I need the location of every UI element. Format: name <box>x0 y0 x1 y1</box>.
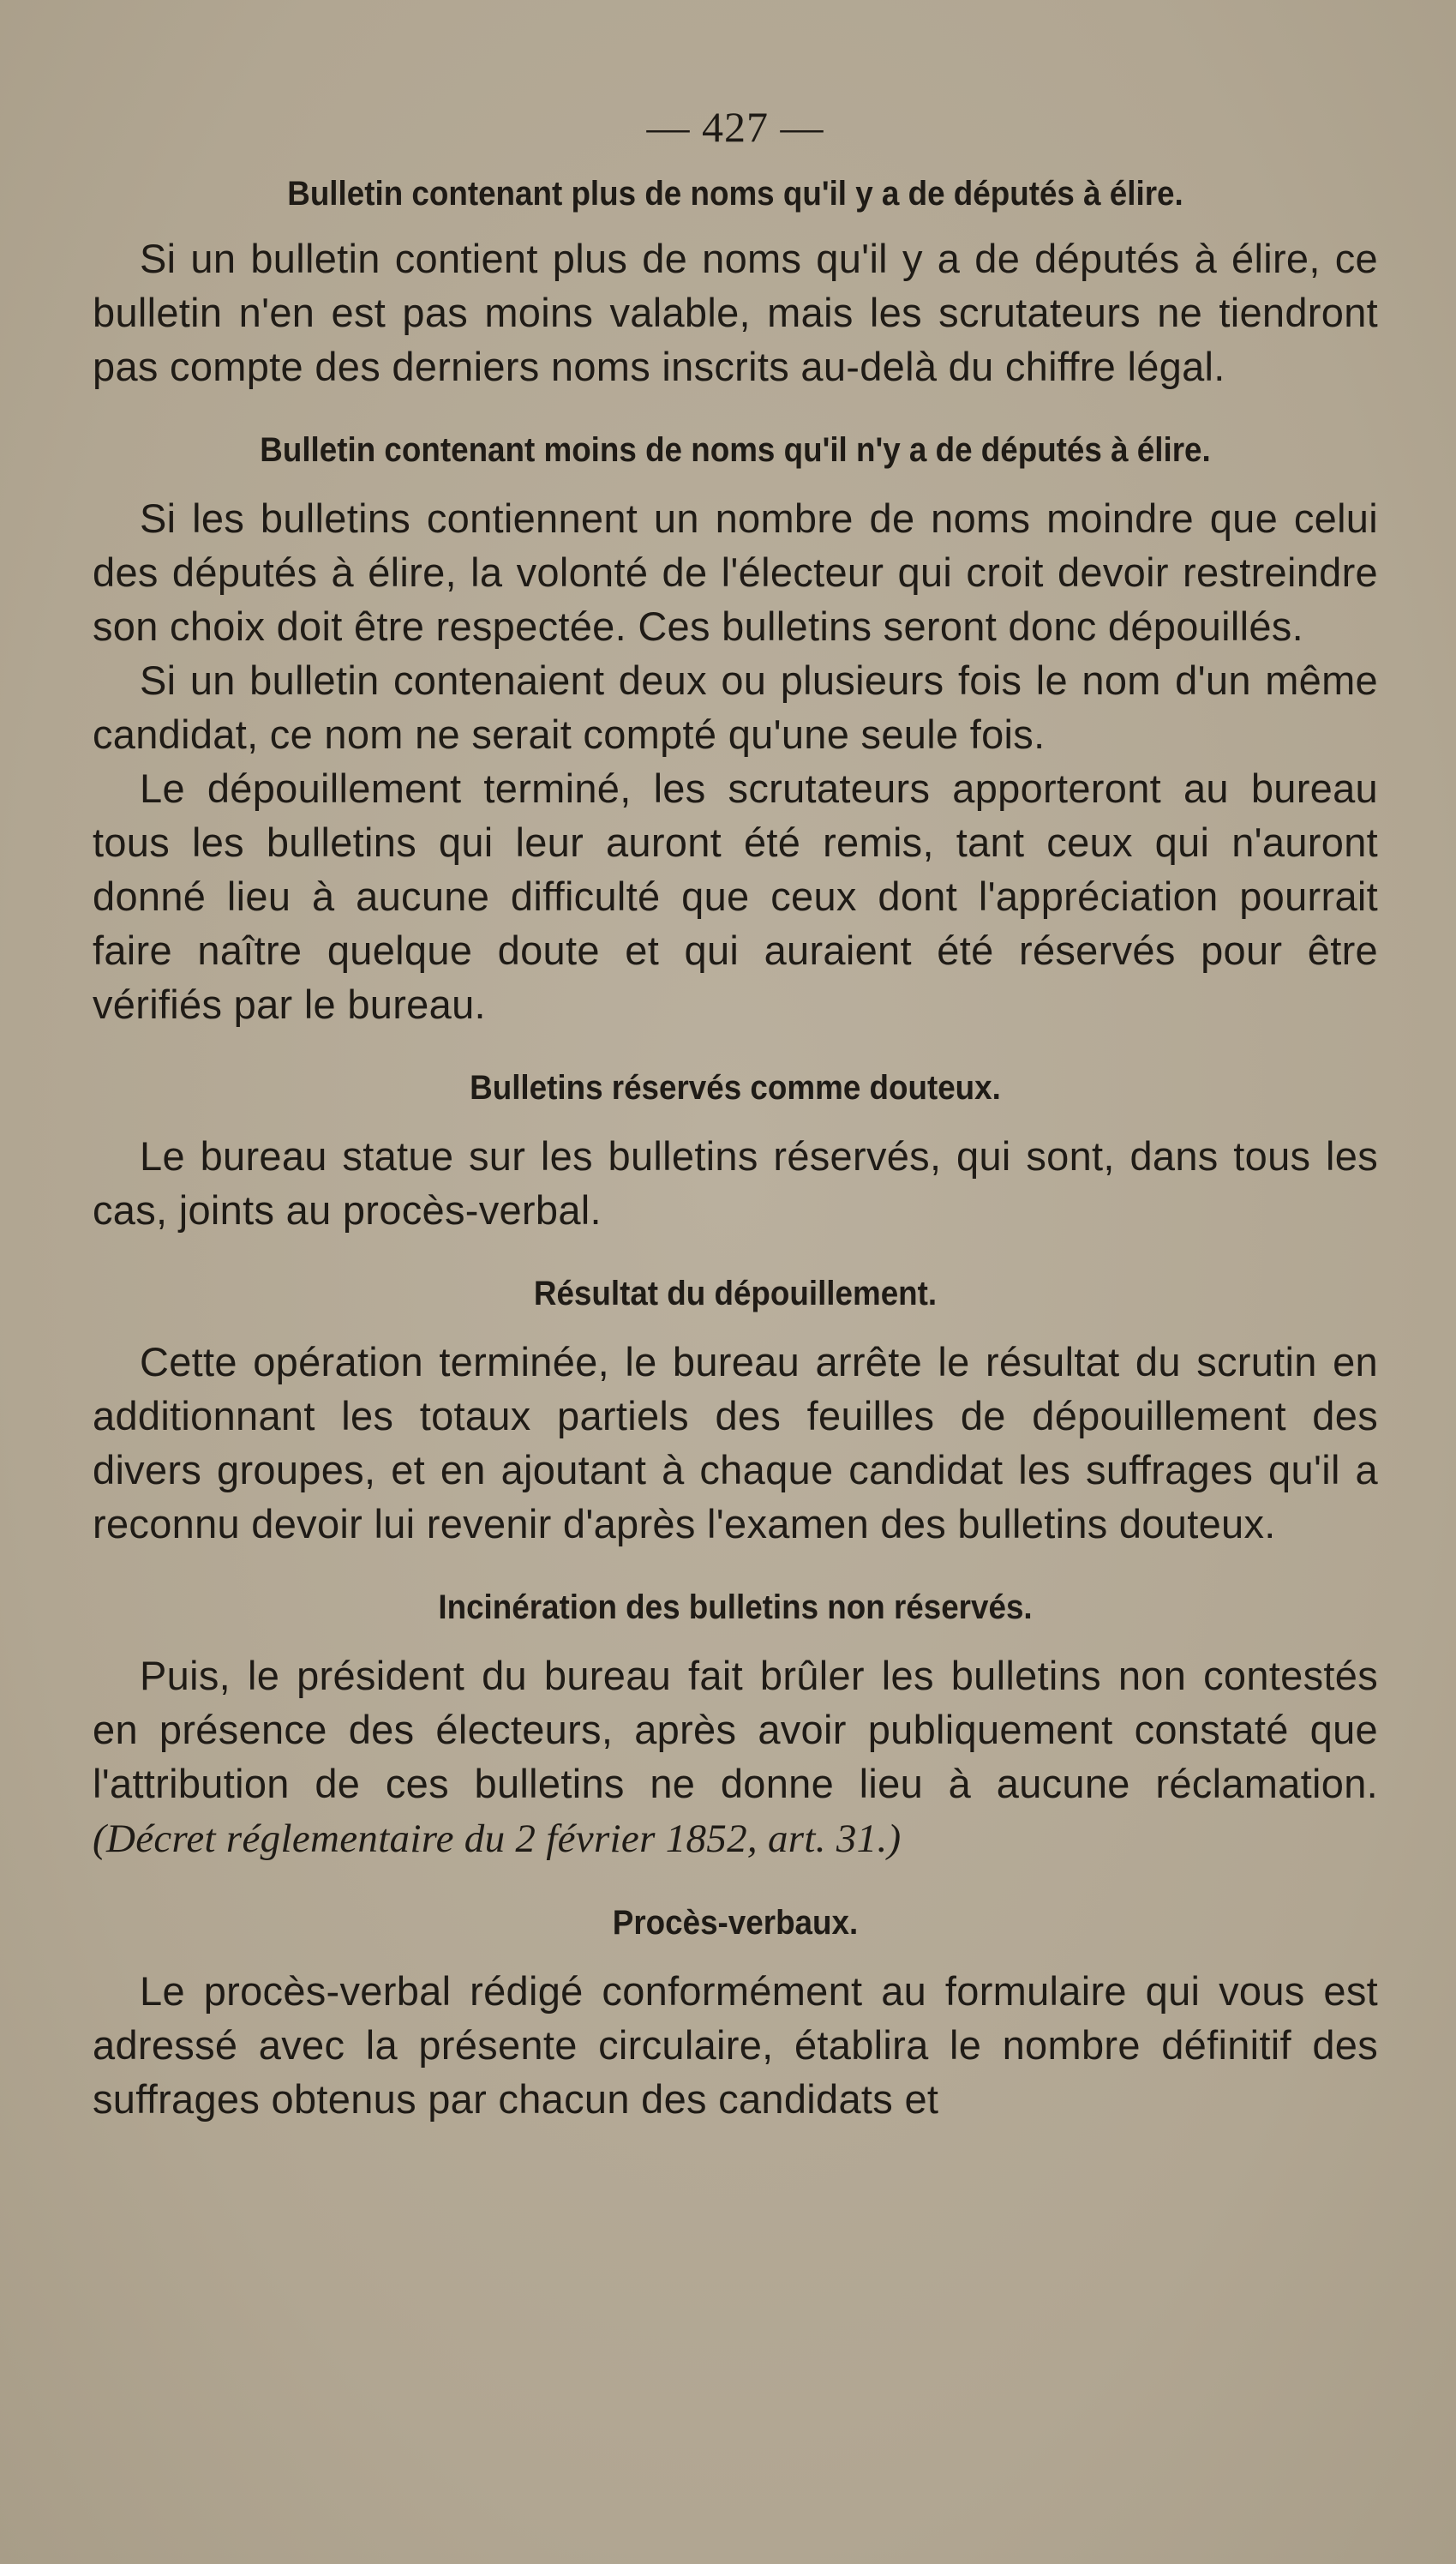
paragraph: Le dépouillement terminé, les scrutateurs apporteront au bureau tous les bulletins qui leur auront été remis, tant ceux qui n'auront donné lieu à aucune difficulté que ceux dont l'appréciation pourrait faire naître quelque doute et qui auraient été réservés pour être vérifiés par le bureau. <box>93 766 1378 1027</box>
page-number: — 427 — <box>646 103 824 151</box>
section-heading: Bulletin contenant moins de noms qu'il n'y a de députés à élire. <box>260 431 1211 469</box>
paragraph: Le bureau statue sur les bulletins réservés, qui sont, dans tous les cas, joints au procès-verbal. <box>93 1133 1378 1233</box>
legal-citation: (Décret réglementaire du 2 février 1852, art. 31.) <box>93 1816 902 1861</box>
section-heading: Résultat du dépouillement. <box>533 1275 938 1312</box>
section-heading: Procès-verbaux. <box>612 1904 859 1942</box>
paragraph: Si les bulletins contiennent un nombre de noms moindre que celui des députés à élire, la volonté de l'électeur qui croit devoir restreindre son choix doit être respectée. Ces bulletins seront donc dépouillés. <box>93 495 1378 649</box>
section-heading: Incinération des bulletins non réservés. <box>438 1588 1033 1626</box>
paragraph: Si un bulletin contenaient deux ou plusieurs fois le nom d'un même candidat, ce nom ne serait compté qu'une seule fois. <box>93 658 1378 757</box>
section-heading: Bulletin contenant plus de noms qu'il y a de députés à élire. <box>287 175 1183 213</box>
section-heading: Bulletins réservés comme douteux. <box>470 1069 1001 1107</box>
page-text <box>93 101 1378 2126</box>
paragraph: Le procès-verbal rédigé conformément au formulaire qui vous est adressé avec la présente circulaire, établira le nombre définitif des suffrages obtenus par chacun des candidats et <box>93 1968 1378 2122</box>
paragraph <box>93 1648 1378 1866</box>
paragraph-text: Puis, le président du bureau fait brûler les bulletins non contestés en présence des électeurs, après avoir publiquement constaté que l'attribution de ces bulletins ne donne lieu à aucune réclamation. <box>93 1653 1378 1806</box>
paragraph: Si un bulletin contient plus de noms qu'il y a de députés à élire, ce bulletin n'en est pas moins valable, mais les scrutateurs ne tiendront pas compte des derniers noms inscrits au-delà du chiffre légal. <box>93 236 1378 389</box>
paragraph: Cette opération terminée, le bureau arrête le résultat du scrutin en additionnant les totaux partiels des feuilles de dépouillement des divers groupes, et en ajoutant à chaque candidat les suffrages qu'il a reconnu devoir lui revenir d'après l'examen des bulletins douteux. <box>93 1339 1378 1546</box>
